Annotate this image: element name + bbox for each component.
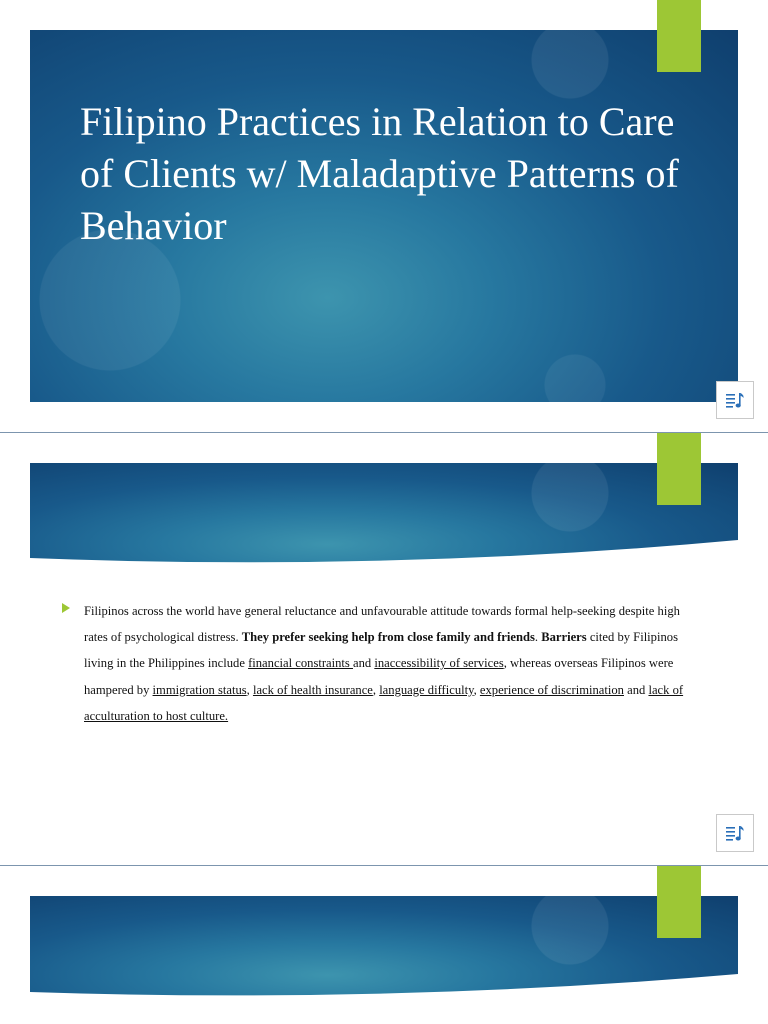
header-panel xyxy=(30,896,738,1006)
underlined-term: financial constraints xyxy=(248,656,353,671)
text-segment: , xyxy=(372,682,380,697)
accent-tab xyxy=(657,0,701,72)
text-segment: . xyxy=(534,630,542,645)
underlined-term: immigration status xyxy=(152,682,247,697)
underlined-term: lack of health insurance xyxy=(252,682,373,697)
bullet-text xyxy=(84,598,692,729)
audio-notes-button[interactable] xyxy=(716,814,754,852)
header-panel xyxy=(30,463,738,576)
slide-1 xyxy=(0,0,768,432)
title-panel xyxy=(30,30,738,402)
text-segment: Filipinos across the world have general reluctance and unfavourable attitude towards formal help-seeking despite high rates of psychological distress. xyxy=(84,604,680,645)
text-segment: and xyxy=(623,682,649,697)
bullet-arrow-icon xyxy=(62,603,70,613)
header-swoosh xyxy=(30,966,738,1006)
text-segment: , whereas overseas Filipinos were hampered by xyxy=(84,656,674,697)
bullet-item xyxy=(62,598,692,729)
text-segment: , xyxy=(473,682,480,697)
text-segment: and xyxy=(352,656,375,671)
underlined-term: inaccessibility of services xyxy=(374,656,504,671)
text-segment: cited by Filipinos living in the Philippines include xyxy=(84,630,678,671)
bold-segment: Barriers xyxy=(541,630,587,645)
slide-2 xyxy=(0,433,768,865)
underlined-term: lack of acculturation to host culture. xyxy=(84,682,684,723)
underlined-term: experience of discrimination xyxy=(479,682,624,697)
audio-notes-button[interactable] xyxy=(716,381,754,419)
bold-segment: They prefer seeking help from close family and friends xyxy=(241,630,535,645)
slide-3 xyxy=(0,866,768,1024)
underlined-term: language difficulty xyxy=(379,682,474,697)
audio-notes-icon xyxy=(724,389,746,411)
header-swoosh xyxy=(30,536,738,576)
slide-title: Filipino Practices in Relation to Care of Clients w/ Maladaptive Patterns of Behavior xyxy=(80,99,679,248)
accent-tab xyxy=(657,866,701,938)
audio-notes-icon xyxy=(724,822,746,844)
accent-tab xyxy=(657,433,701,505)
text-segment: , xyxy=(246,682,253,697)
